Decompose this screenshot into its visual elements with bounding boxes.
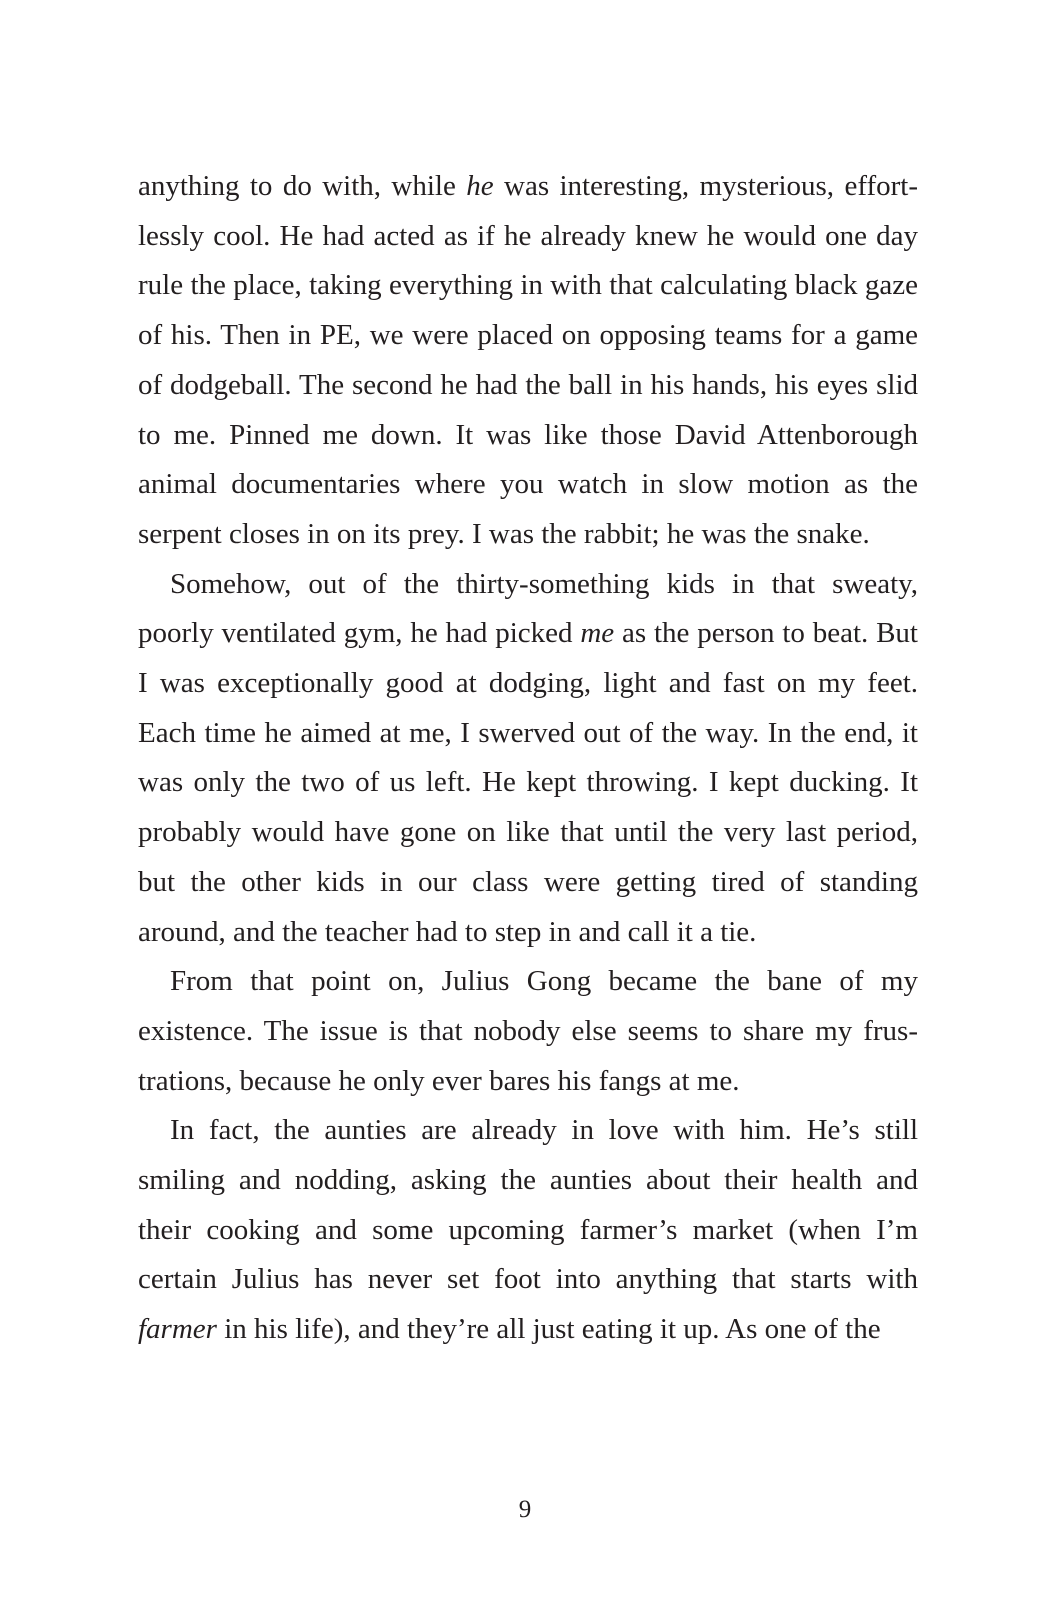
text-run: In fact, the aunties are already in love with him. He’s still smiling and nodding, asking the aunties about their health and their cooking and some upcoming farmer’s market (when I’m certain Julius has never set foot into anything that starts with	[138, 1114, 918, 1296]
text-run: as the person to beat. But I was exceptionally good at dodging, light and fast on my feet. Each time he aimed at me, I swerved out of the way. In the end, it was only the two of us left. He kept throwing. I kept ducking. It probably would have gone on like that until the very last period, but the other kids in our class were getting tired of standing around, and the teacher had to step in and call it a tie.	[138, 617, 918, 948]
paragraph	[138, 957, 918, 1106]
page-number: 9	[518, 1496, 532, 1523]
text-run: in his life), and they’re all just eating it up. As one of the	[216, 1313, 881, 1346]
paragraph	[138, 162, 918, 560]
text-run: was interesting, mysterious, effortlessly cool. He had acted as if he already knew he would one day rule the place, taking everything in with that calculating black gaze of his. Then in PE, we were placed on opposing teams for a game of dodgeball. The second he had the ball in his hands, his eyes slid to me. Pinned me down. It was like those David Attenborough animal documentaries where you watch in slow motion as the serpent closes in on its prey. I was the rabbit; he was the snake.	[138, 170, 918, 550]
paragraph	[138, 1106, 918, 1355]
paragraph	[138, 560, 918, 958]
italic-text-run: me	[580, 617, 615, 650]
text-run: From that point on, Julius Gong became the bane of my existence. The issue is that nobody else seems to share my frustrations, because he only ever bares his fangs at me.	[138, 965, 918, 1097]
italic-text-run: he	[466, 170, 494, 202]
text-run: anything to do with, while	[138, 170, 467, 202]
text-run: Somehow, out of the thirty-something kids in that sweaty, poorly ventilated gym, he had picked	[138, 567, 918, 650]
italic-text-run: farmer	[138, 1313, 217, 1346]
body-text	[138, 162, 918, 1355]
